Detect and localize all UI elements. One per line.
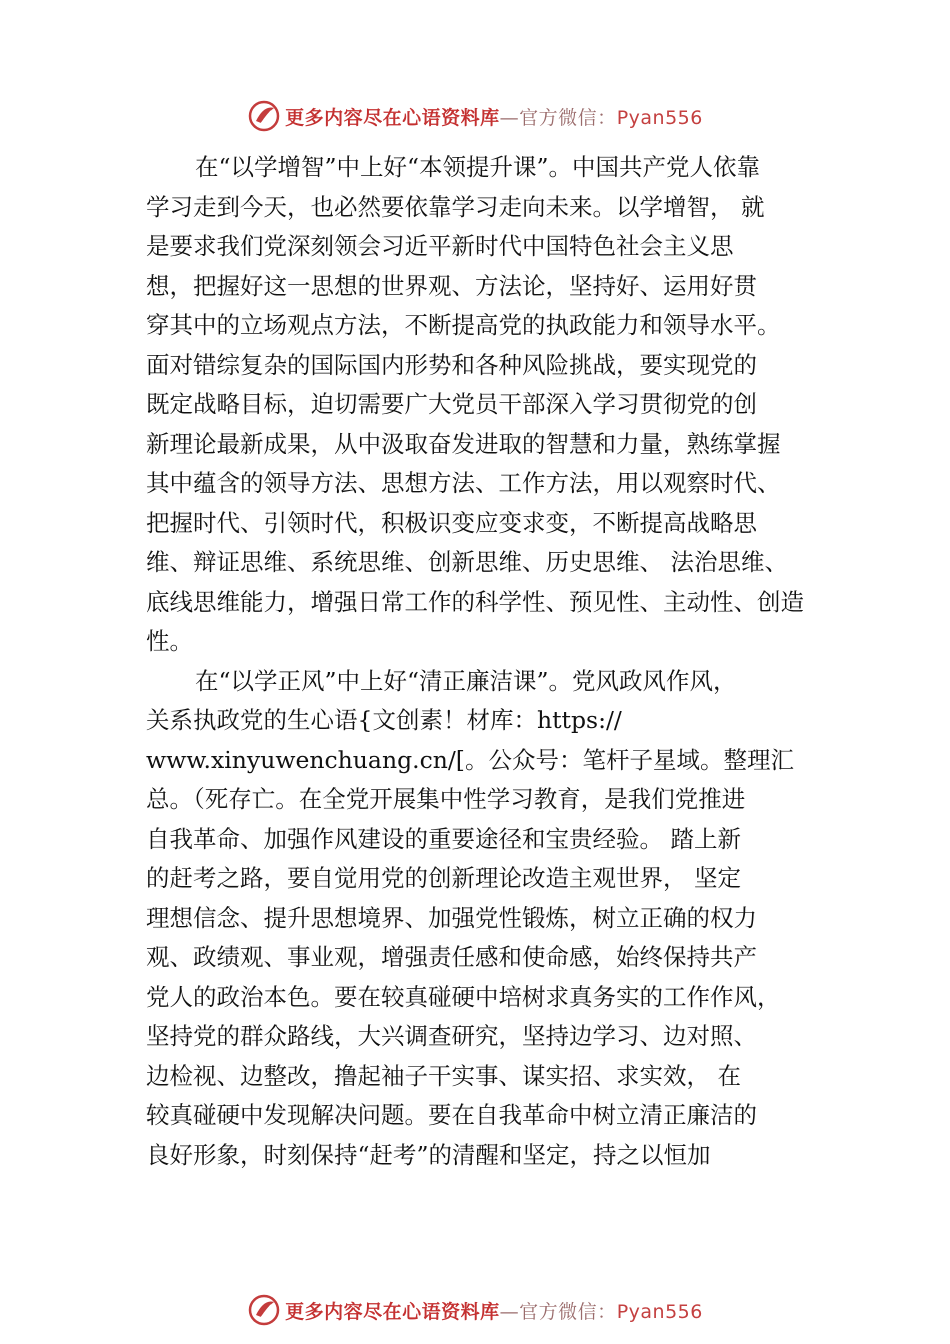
paragraph-2-line: 坚持党的群众路线，大兴调查研究，坚持边学习、边对照、: [146, 1022, 757, 1050]
brand-logo-icon: [247, 1293, 281, 1327]
paragraph-1-line: 把握时代、引领时代，积极识变应变求变，不断提高战略思: [146, 508, 757, 537]
paragraph-2-line: 观、政绩观、事业观，增强责任感和使命感，始终保持共产: [146, 943, 757, 971]
paragraph-1-line: 穿其中的立场观点方法，不断提高党的执政能力和领导水平。: [146, 311, 781, 339]
banner-dash: —: [499, 1300, 520, 1323]
footer-banner: [0, 1290, 950, 1330]
paragraph-1-line: 想，把握好这一思想的世界观、方法论，坚持好、运用好贯: [146, 271, 757, 300]
paragraph-1-line: 底线思维能力，增强日常工作的科学性、预见性、主动性、创造: [146, 587, 804, 616]
banner-wechat-label: 官方微信：: [519, 106, 617, 129]
paragraph-2-line: 的赶考之路，要自觉用党的创新理论改造主观世界， 坚定: [146, 864, 741, 892]
paragraph-1-line: 既定战略目标，迫切需要广大党员干部深入学习贯彻党的创: [146, 390, 757, 418]
banner-wechat-id: Pyan556: [616, 1300, 703, 1323]
paragraph-1-line: 维、辩证思维、系统思维、创新思维、历史思维、 法治思维、: [146, 548, 788, 576]
paragraph-2-line: www.xinyuwenchuang.cn/[。公众号：笔杆子星域。整理汇: [146, 745, 794, 774]
document-body: [146, 148, 826, 1175]
paragraph-2-line: 党人的政治本色。要在较真碰硬中培树求真务实的工作作风，: [146, 982, 781, 1011]
paragraph-1-line: 学习走到今天，也必然要依靠学习走向未来。以学增智， 就: [146, 192, 765, 221]
paragraph-2-line: 理想信念、提升思想境界、加强党性锻炼，树立正确的权力: [146, 903, 757, 932]
banner-title: 更多内容尽在心语资料库: [285, 106, 500, 129]
paragraph-1-line: 在“以学增智”中上好“本领提升课”。中国共产党人依靠: [195, 153, 761, 181]
banner-wechat-id: Pyan556: [616, 106, 703, 129]
paragraph-1-line: 是要求我们党深刻领会习近平新时代中国特色社会主义思: [146, 232, 734, 260]
banner-wechat-label: 官方微信：: [519, 1300, 617, 1323]
paragraph-1-line: 面对错综复杂的国际国内形势和各种风险挑战，要实现党的: [146, 350, 757, 379]
paragraph-2-line: 总。（死存亡。在全党开展集中性学习教育，是我们党推进: [146, 785, 746, 813]
header-banner: [0, 96, 950, 136]
paragraph-1-line: 新理论最新成果，从中汲取奋发进取的智慧和力量，熟练掌握: [146, 429, 781, 458]
paragraph-1-line: 其中蕴含的领导方法、思想方法、工作方法，用以观察时代、: [146, 469, 781, 497]
paragraph-2-line: 边检视、边整改，撸起袖子干实事、谋实招、求实效， 在: [146, 1061, 741, 1090]
paragraph-2-line: 较真碰硬中发现解决问题。要在自我革命中树立清正廉洁的: [146, 1101, 757, 1129]
banner-title: 更多内容尽在心语资料库: [285, 1300, 500, 1323]
watermark-inline-text: 关系执政党的生心语{文创素！材库：https://: [146, 706, 622, 734]
banner-dash: —: [499, 106, 520, 129]
brand-logo-icon: [247, 99, 281, 133]
paragraph-2-line: 良好形象，时刻保持“赶考”的清醒和坚定，持之以恒加: [146, 1140, 711, 1169]
paragraph-2-line: 在“以学正风”中上好“清正廉洁课”。党风政风作风，: [195, 666, 737, 695]
paragraph-1-line: 性。: [146, 627, 193, 655]
paragraph-2-line: 自我革命、加强作风建设的重要途径和宝贵经验。 踏上新: [146, 824, 741, 853]
banner-text: [285, 1297, 703, 1324]
banner-text: [285, 103, 703, 130]
paragraph-2-line: [146, 701, 826, 741]
